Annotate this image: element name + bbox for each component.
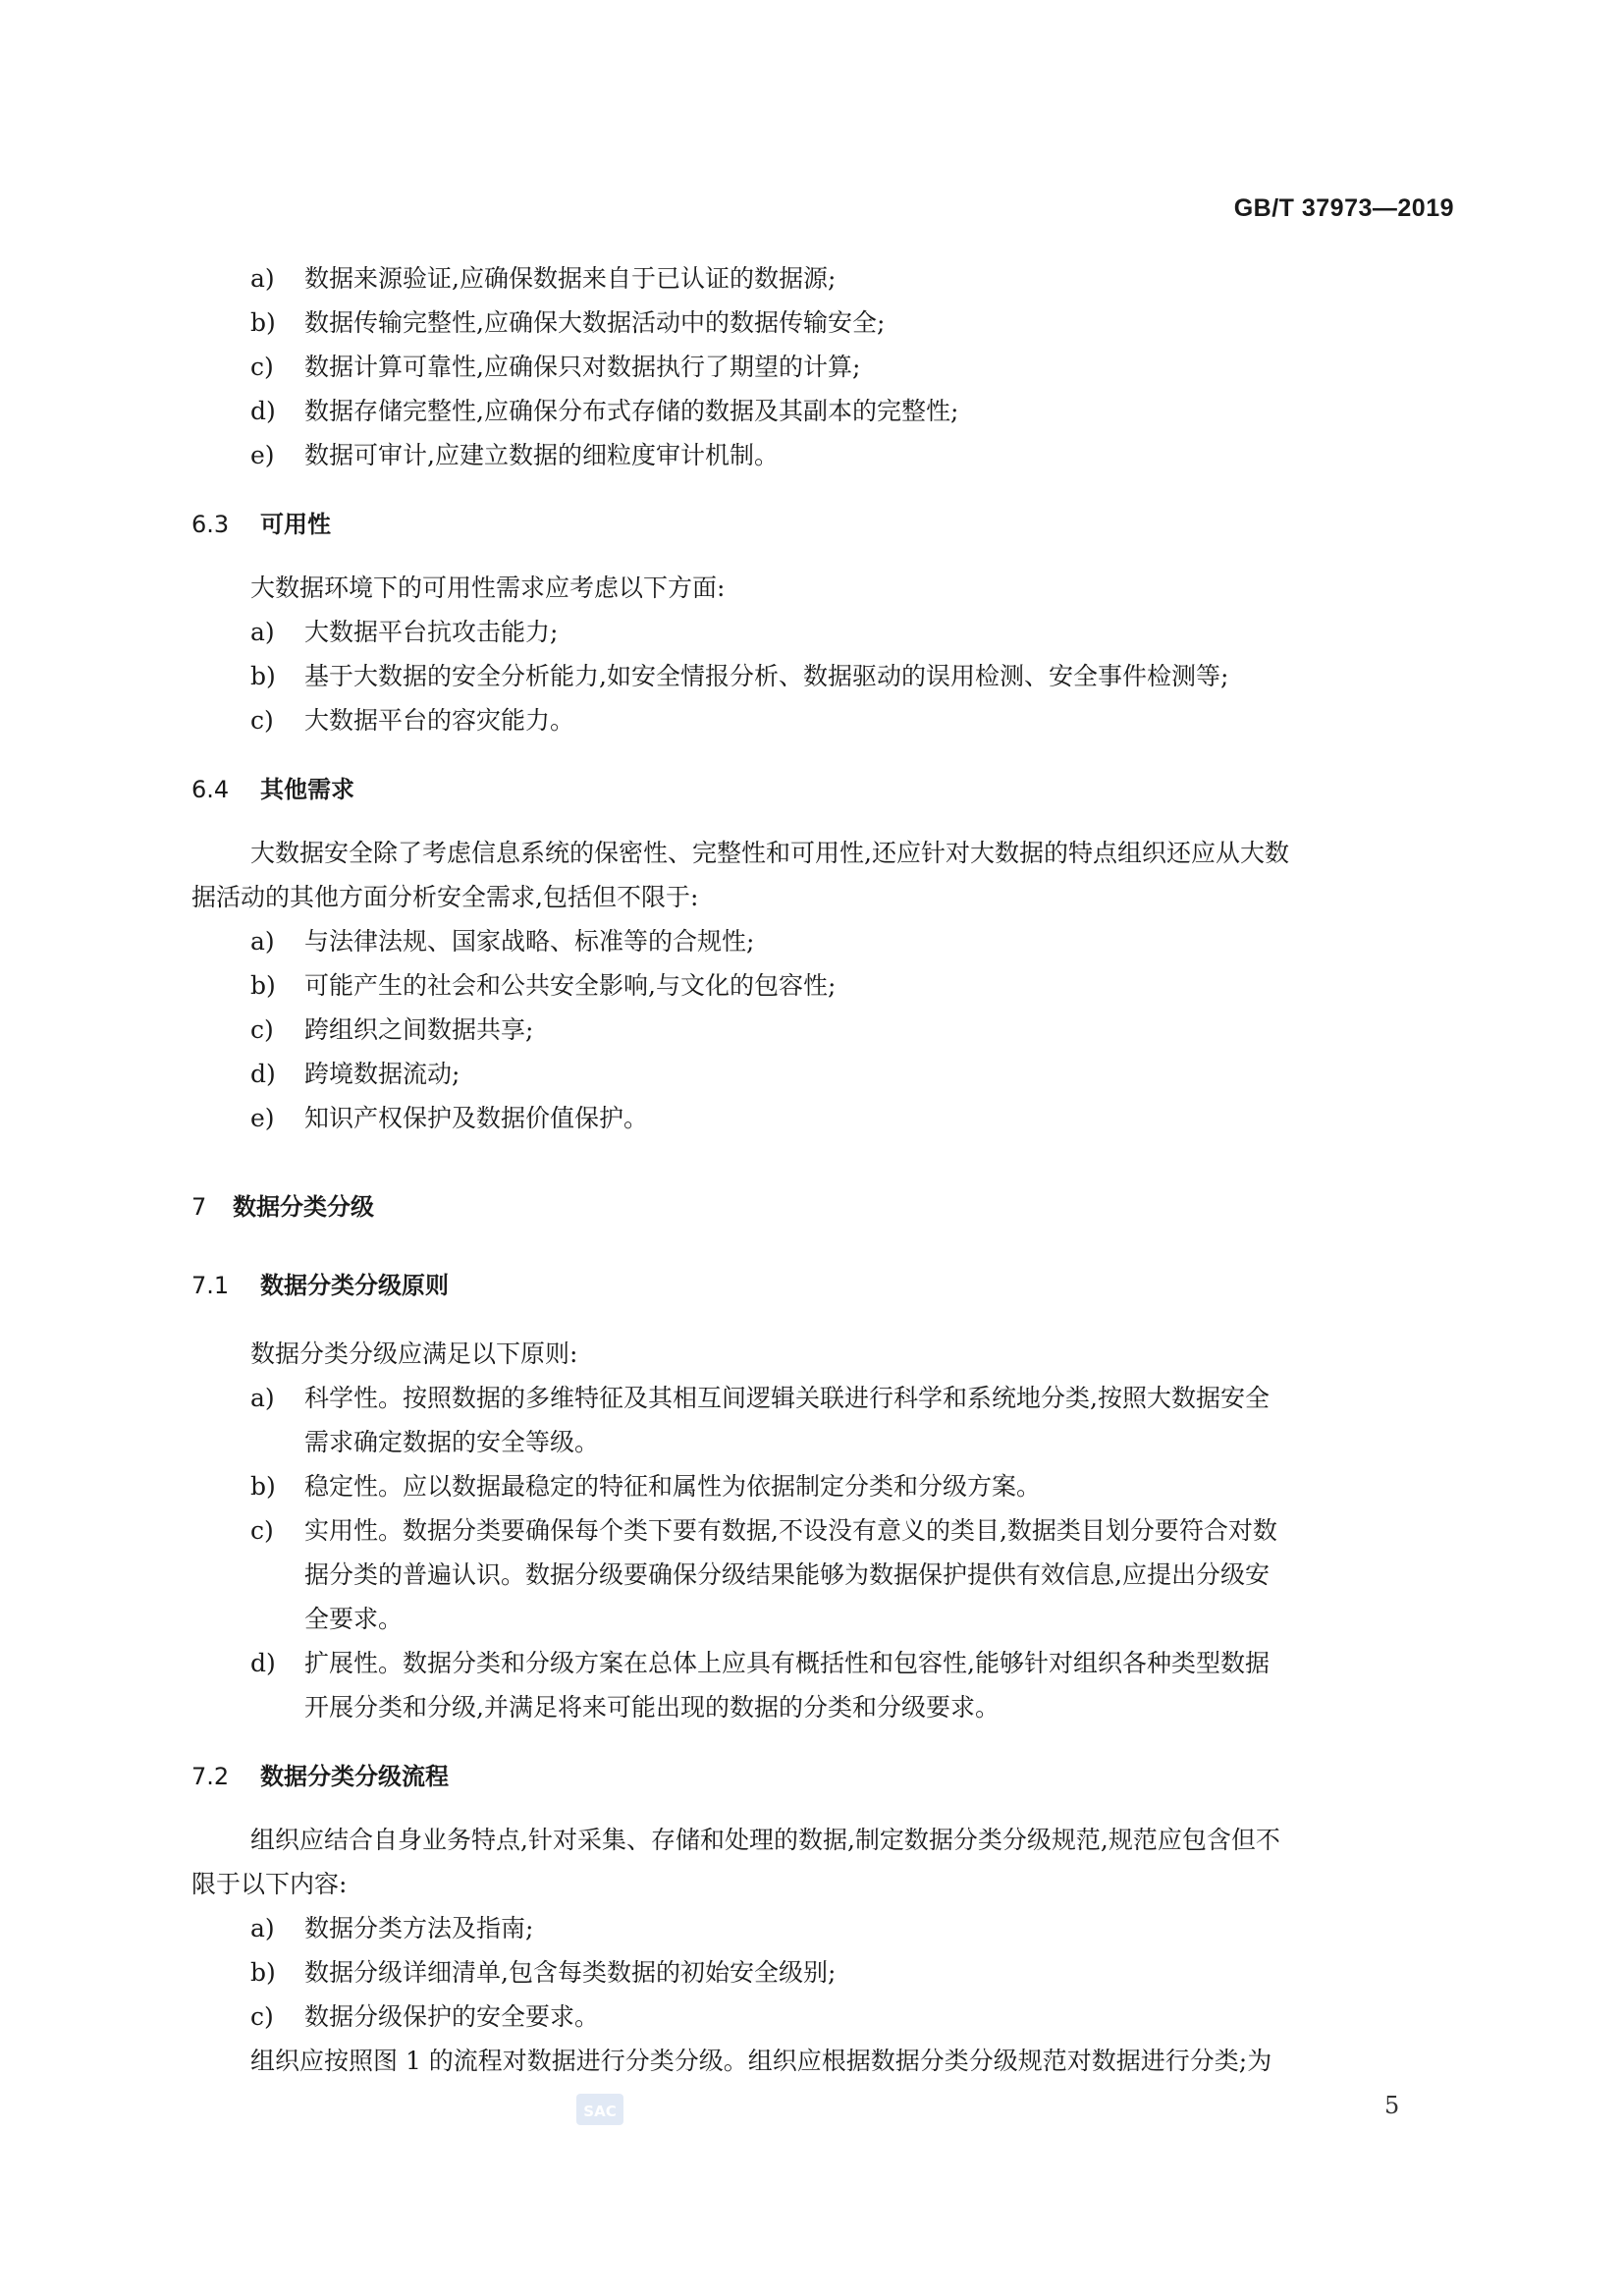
standard-code: GB/T 37973—2019 [1233, 194, 1454, 222]
section-number: 7 [191, 1193, 207, 1221]
list-item-text: 数据分类方法及指南; [304, 1914, 534, 1942]
list-item-text: 数据可审计,应建立数据的细粒度审计机制。 [304, 441, 779, 469]
list-item-label: a) [250, 1914, 275, 1942]
section-number: 7.2 [191, 1763, 230, 1790]
list-item-text: 稳定性。应以数据最稳定的特征和属性为依据制定分类和分级方案。 [304, 1472, 1042, 1501]
paragraph: 大数据环境下的可用性需求应考虑以下方面: [250, 574, 726, 602]
list-item-text: 需求确定数据的安全等级。 [304, 1428, 600, 1456]
list-item-text: 大数据平台的容灾能力。 [304, 706, 575, 735]
section-title: 数据分类分级 [233, 1193, 374, 1221]
section-number: 7.1 [191, 1272, 230, 1299]
section-title: 数据分类分级原则 [260, 1272, 449, 1299]
list-item-text: 数据计算可靠性,应确保只对数据执行了期望的计算; [304, 353, 861, 381]
list-item-label: c) [250, 1015, 274, 1044]
sac-watermark-logo [574, 2090, 625, 2129]
section-title: 可用性 [260, 511, 331, 538]
list-item-label: a) [250, 264, 275, 293]
list-item-label: b) [250, 971, 276, 1000]
section-heading-7-2 [191, 1761, 449, 1792]
list-item-text: 数据传输完整性,应确保大数据活动中的数据传输安全; [304, 308, 886, 337]
list-item-label: c) [250, 2002, 274, 2031]
list-item-text: 知识产权保护及数据价值保护。 [304, 1104, 649, 1132]
list-item-text: 开展分类和分级,并满足将来可能出现的数据的分类和分级要求。 [304, 1693, 1000, 1722]
list-item-label: b) [250, 1472, 276, 1501]
list-item-text: 数据分级保护的安全要求。 [304, 2002, 600, 2031]
paragraph-continuation: 限于以下内容: [191, 1870, 348, 1898]
list-item-text: 数据存储完整性,应确保分布式存储的数据及其副本的完整性; [304, 397, 959, 425]
list-item-text: 跨境数据流动; [304, 1060, 460, 1088]
paragraph: 组织应结合自身业务特点,针对采集、存储和处理的数据,制定数据分类分级规范,规范应包含但不 [250, 1826, 1280, 1854]
paragraph: 数据分类分级应满足以下原则: [250, 1339, 578, 1368]
list-item-text: 据分类的普遍认识。数据分级要确保分级结果能够为数据保护提供有效信息,应提出分级安 [304, 1560, 1270, 1589]
section-heading-6-4 [191, 774, 354, 805]
list-item-label: a) [250, 618, 275, 646]
section-heading-7-1 [191, 1270, 449, 1301]
list-item-label: d) [250, 1649, 276, 1677]
list-item-label: c) [250, 706, 274, 735]
section-title: 数据分类分级流程 [260, 1763, 449, 1790]
list-item-label: b) [250, 662, 276, 690]
list-item-label: b) [250, 308, 276, 337]
list-item-text: 基于大数据的安全分析能力,如安全情报分析、数据驱动的误用检测、安全事件检测等; [304, 662, 1229, 690]
list-item-label: a) [250, 1384, 275, 1412]
paragraph: 大数据安全除了考虑信息系统的保密性、完整性和可用性,还应针对大数据的特点组织还应从大数 [250, 839, 1289, 867]
list-item-text: 可能产生的社会和公共安全影响,与文化的包容性; [304, 971, 837, 1000]
section-number: 6.3 [191, 511, 230, 538]
list-item-text: 跨组织之间数据共享; [304, 1015, 534, 1044]
list-item-text: 全要求。 [304, 1605, 404, 1633]
paragraph-continuation: 据活动的其他方面分析安全需求,包括但不限于: [191, 883, 699, 911]
section-heading-6-3 [191, 509, 331, 540]
list-item-label: e) [250, 1104, 275, 1132]
section-title: 其他需求 [260, 776, 354, 803]
list-item-text: 大数据平台抗攻击能力; [304, 618, 559, 646]
list-item-text: 实用性。数据分类要确保每个类下要有数据,不设没有意义的类目,数据类目划分要符合对数 [304, 1516, 1277, 1545]
list-item-label: c) [250, 1516, 274, 1545]
list-item-label: c) [250, 353, 274, 381]
page-number: 5 [1384, 2092, 1400, 2119]
list-item-label: e) [250, 441, 275, 469]
list-item-text: 科学性。按照数据的多维特征及其相互间逻辑关联进行科学和系统地分类,按照大数据安全 [304, 1384, 1270, 1412]
list-item-text: 与法律法规、国家战略、标准等的合规性; [304, 927, 755, 956]
list-item-text: 扩展性。数据分类和分级方案在总体上应具有概括性和包容性,能够针对组织各种类型数据 [304, 1649, 1270, 1677]
section-number: 6.4 [191, 776, 230, 803]
paragraph: 组织应按照图 1 的流程对数据进行分类分级。组织应根据数据分类分级规范对数据进行分类;为 [250, 2047, 1272, 2075]
list-item-label: d) [250, 397, 276, 425]
section-heading-7 [191, 1191, 374, 1223]
list-item-text: 数据分级详细清单,包含每类数据的初始安全级别; [304, 1958, 837, 1987]
list-item-label: d) [250, 1060, 276, 1088]
watermark-text: SAC [583, 2103, 617, 2120]
list-item-label: a) [250, 927, 275, 956]
list-item-text: 数据来源验证,应确保数据来自于已认证的数据源; [304, 264, 837, 293]
list-item-label: b) [250, 1958, 276, 1987]
